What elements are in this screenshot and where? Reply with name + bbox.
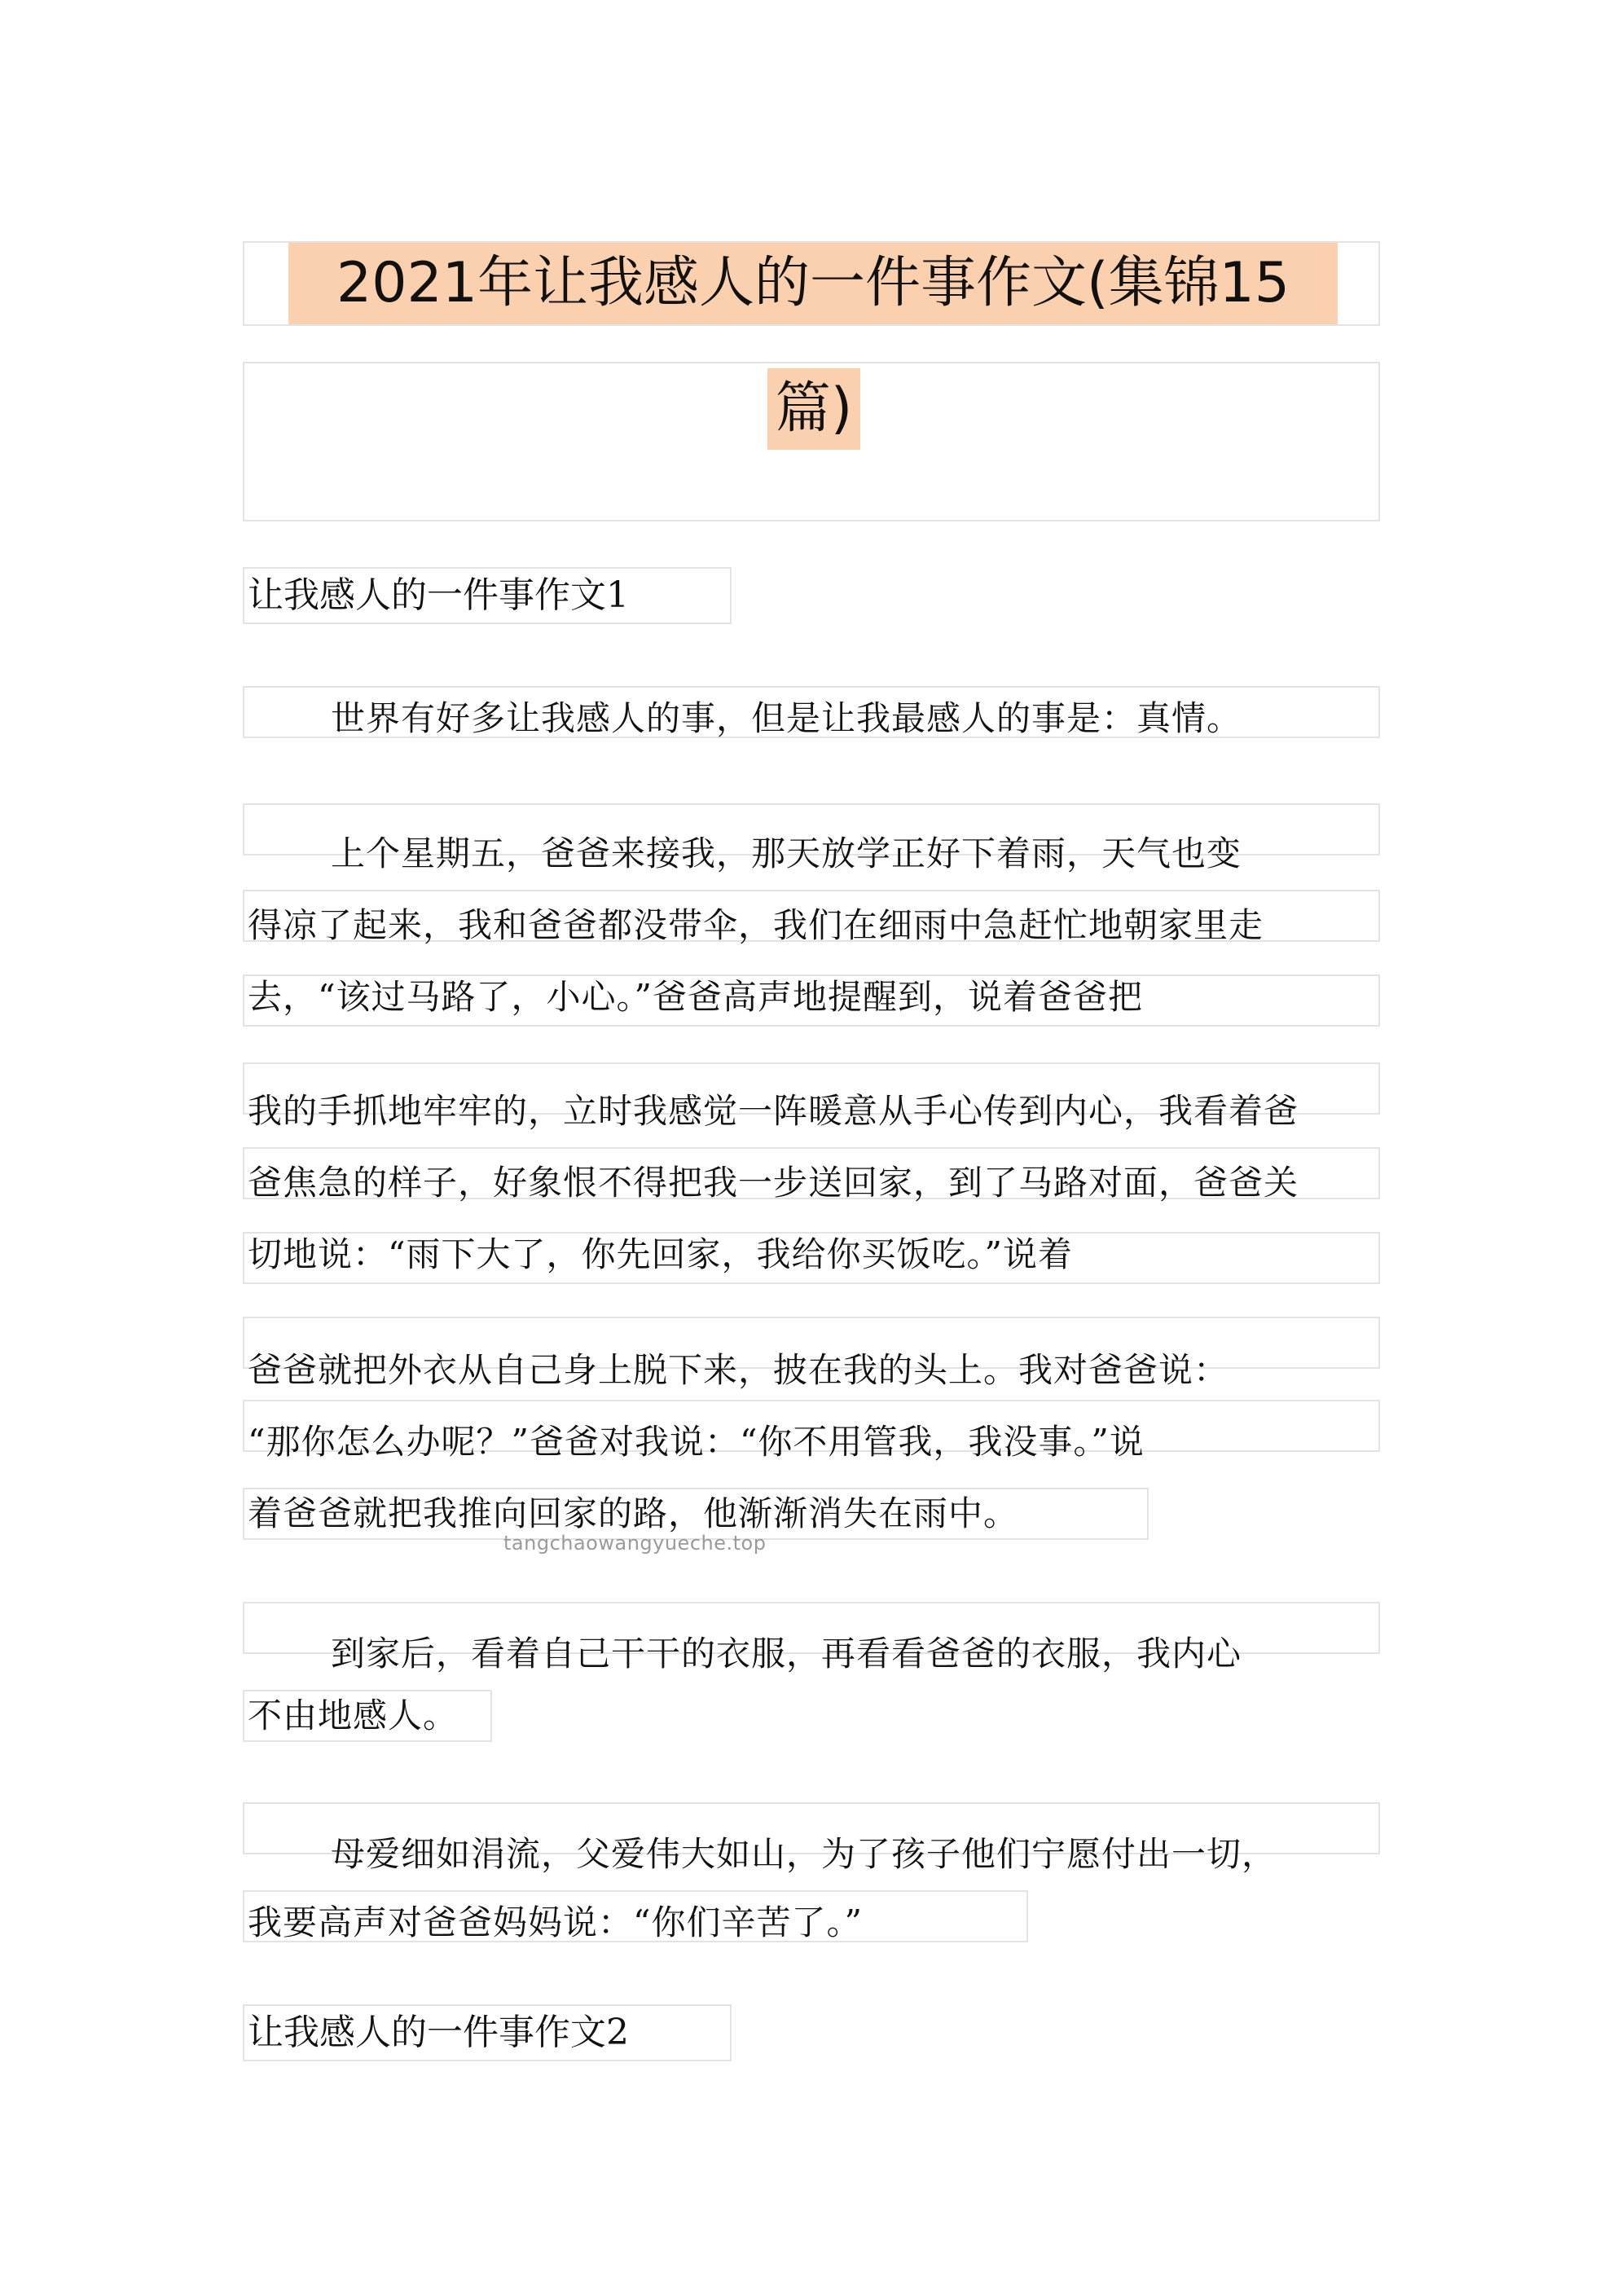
section2-heading: 让我感人的一件事作文2 bbox=[248, 2012, 629, 2053]
watermark-text: tangchaowangyueche.top bbox=[503, 1532, 767, 1555]
section1-heading: 让我感人的一件事作文1 bbox=[248, 574, 629, 616]
paragraph-line: 我要高声对爸爸妈妈说：“你们辛苦了。” bbox=[248, 1902, 863, 1942]
paragraph-line: 切地说：“雨下大了，你先回家，我给你买饭吃。”说着 bbox=[248, 1234, 1073, 1274]
paragraph-line: 我的手抓地牢牢的，立时我感觉一阵暖意从手心传到内心，我看着爸 bbox=[248, 1091, 1299, 1131]
paragraph-line: 着爸爸就把我推向回家的路，他渐渐消失在雨中。 bbox=[248, 1493, 1019, 1533]
document-title-line2: 篇) bbox=[767, 368, 860, 450]
paragraph-line: 爸爸就把外衣从自己身上脱下来，披在我的头上。我对爸爸说： bbox=[248, 1350, 1229, 1390]
paragraph-line: 世界有好多让我感人的事，但是让我最感人的事是：真情。 bbox=[331, 698, 1242, 738]
paragraph-line: 到家后，看着自己干干的衣服，再看看爸爸的衣服，我内心 bbox=[331, 1634, 1242, 1674]
paragraph-line: “那你怎么办呢？”爸爸对我说：“你不用管我，我没事。”说 bbox=[248, 1422, 1145, 1462]
paragraph-line: 爸焦急的样子，好象恨不得把我一步送回家，到了马路对面，爸爸关 bbox=[248, 1163, 1299, 1203]
document-title-line1: 2021年让我感人的一件事作文(集锦15 bbox=[288, 243, 1338, 324]
paragraph-line: 母爱细如涓流，父爱伟大如山，为了孩子他们宁愿付出一切， bbox=[331, 1834, 1277, 1874]
paragraph-line: 上个星期五，爸爸来接我，那天放学正好下着雨，天气也变 bbox=[331, 834, 1242, 873]
paragraph-line: 不由地感人。 bbox=[248, 1696, 459, 1735]
paragraph-line: 去，“该过马路了，小心。”爸爸高声地提醒到，说着爸爸把 bbox=[248, 977, 1143, 1017]
paragraph-line: 得凉了起来，我和爸爸都没带伞，我们在细雨中急赶忙地朝家里走 bbox=[248, 905, 1264, 945]
